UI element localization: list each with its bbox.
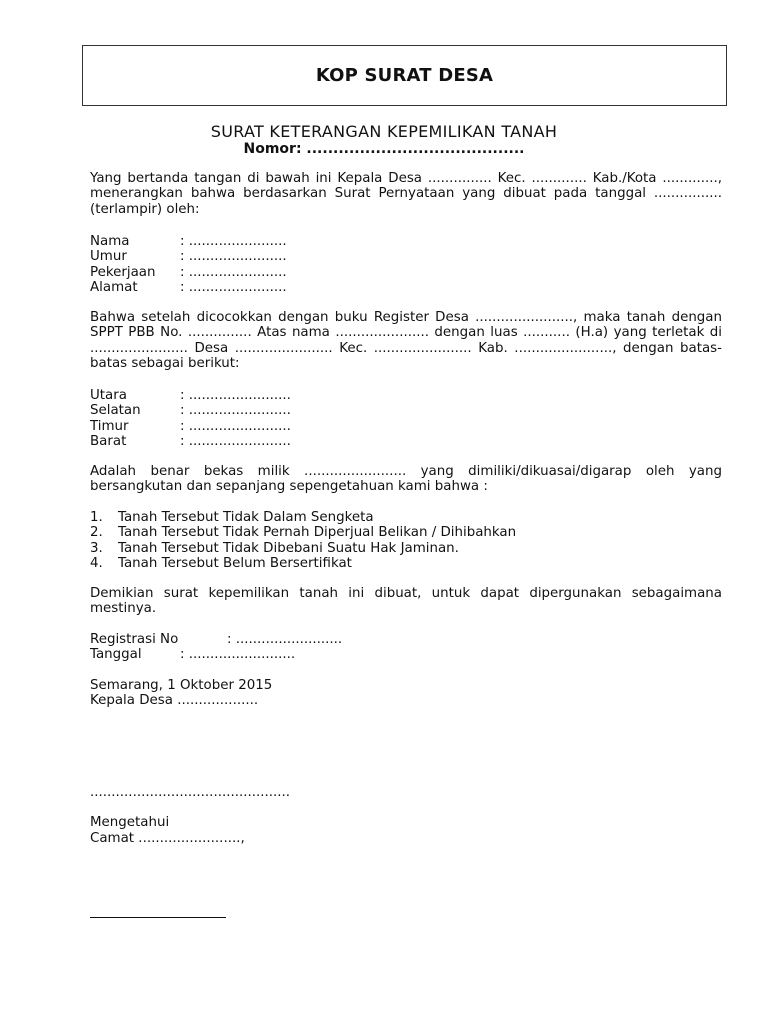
registration-fields <box>90 632 722 663</box>
identity-fields <box>90 234 722 296</box>
letterhead-box <box>82 45 727 106</box>
list-item: 4. Tanah Tersebut Belum Bersertifikat <box>90 556 352 572</box>
ownership-paragraph: Adalah benar bekas milik ........................ yang dimiliki/dikuasai/digarap oleh yang bersangkutan dan sepanjang sepengetahuan kami bahwa : <box>90 464 722 495</box>
field-registrasi: Registrasi No : ......................... <box>90 632 343 647</box>
intro-paragraph: Yang bertanda tangan di bawah ini Kepala Desa ............... Kec. ............. Kab./Kota ............., menerangkan bahwa berdasarkan Surat Pernyataan yang dibuat pada tanggal ................ (terlampir) oleh: <box>90 171 722 217</box>
field-tanggal: Tanggal : ......................... <box>90 647 296 663</box>
field-umur: Umur : ....................... <box>90 249 287 265</box>
place-date: Semarang, 1 Oktober 2015 <box>90 678 273 693</box>
camat-label: Camat ........................, <box>90 831 245 846</box>
document-title: SURAT KETERANGAN KEPEMILIKAN TANAH <box>210 122 558 141</box>
boundary-fields <box>90 388 722 450</box>
boundary-timur: Timur : ........................ <box>90 418 291 434</box>
list-item: 2. Tanah Tersebut Tidak Pernah Diperjual Belikan / Dihibahkan <box>90 525 517 541</box>
closing-paragraph: Demikian surat kepemilikan tanah ini dibuat, untuk dapat dipergunakan sebagaimana mestinya. <box>90 586 722 617</box>
register-paragraph: Bahwa setelah dicocokkan dengan buku Register Desa ......................., maka tanah dengan SPPT PBB No. ............... Atas nama ...................... dengan luas ........... (H.a) yang terletak di ....................... Desa ....................... Kec. ....................... Kab. ......................., dengan batas-batas sebagai berikut: <box>90 310 722 372</box>
letterhead-text: KOP SURAT DESA <box>315 65 494 86</box>
boundary-selatan: Selatan : ........................ <box>90 403 291 419</box>
mengetahui-label: Mengetahui <box>90 815 170 830</box>
signature-line <box>90 917 226 918</box>
boundary-utara: Utara : ........................ <box>90 388 291 403</box>
boundary-barat: Barat : ........................ <box>90 434 291 450</box>
field-alamat: Alamat : ....................... <box>90 280 287 296</box>
field-nama: Nama : ....................... <box>90 234 287 249</box>
document-number: Nomor: ......................................... <box>243 141 525 157</box>
list-item: 3. Tanah Tersebut Tidak Dibebani Suatu Hak Jaminan. <box>90 540 459 556</box>
signature-dots: ............................................... <box>90 785 291 800</box>
list-item: 1. Tanah Tersebut Tidak Dalam Sengketa <box>90 510 374 525</box>
field-pekerjaan: Pekerjaan : ....................... <box>90 264 287 280</box>
statement-list <box>90 510 722 572</box>
kepala-desa-label: Kepala Desa ................... <box>90 693 259 708</box>
